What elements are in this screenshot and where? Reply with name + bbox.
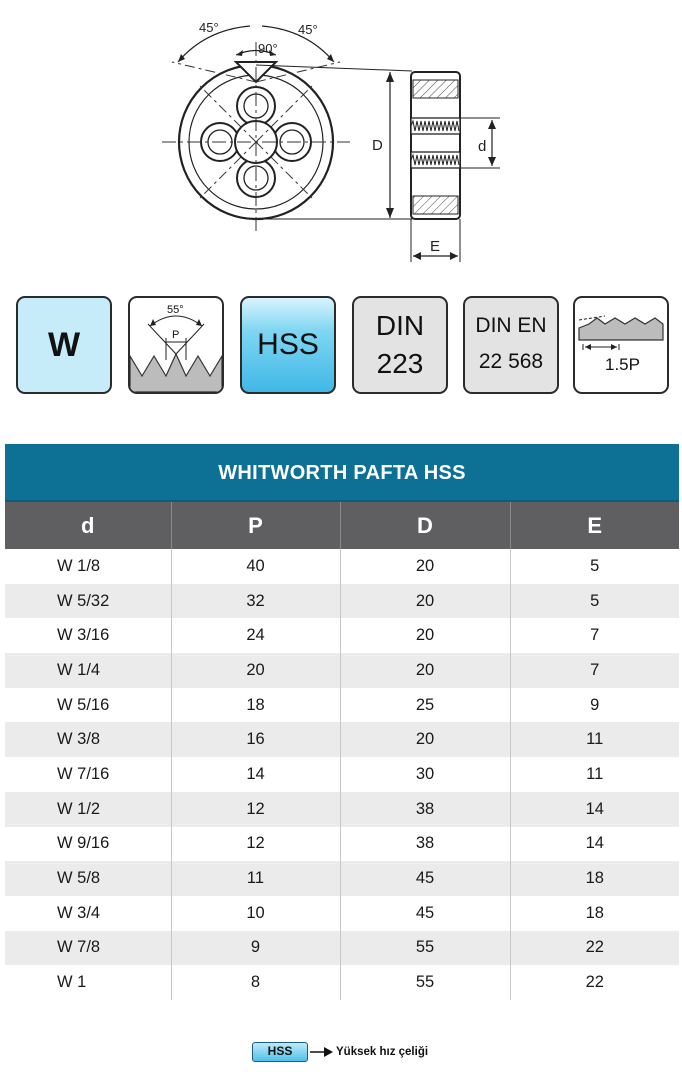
angle-center-label: 90°: [258, 41, 278, 56]
table-cell-d: W 5/16: [5, 688, 171, 723]
table-cell-P: 24: [171, 618, 340, 653]
table-cell-D: 55: [340, 931, 510, 966]
chamfer-label: 1.5P: [605, 355, 640, 374]
table-row: [5, 722, 679, 757]
spec-badges: [0, 296, 682, 398]
table-cell-d: W 1/2: [5, 792, 171, 827]
table-cell-P: 32: [171, 584, 340, 619]
table-row: [5, 549, 679, 584]
table-cell-P: 12: [171, 792, 340, 827]
column-header-P: P: [171, 502, 340, 549]
table-cell-E: 11: [510, 757, 679, 792]
table-cell-P: 9: [171, 931, 340, 966]
table-cell-P: 12: [171, 827, 340, 862]
table-header-row: [5, 502, 679, 549]
table-cell-E: 7: [510, 618, 679, 653]
table-cell-E: 22: [510, 965, 679, 1000]
din-line1: DIN: [375, 310, 425, 341]
din-en-line1: DIN EN: [475, 314, 547, 337]
table-cell-P: 10: [171, 896, 340, 931]
thread-standard-label: W: [47, 326, 81, 364]
table-cell-P: 11: [171, 861, 340, 896]
dim-E-label: E: [430, 238, 441, 255]
thread-angle-label: 55°: [167, 304, 184, 316]
table-cell-E: 18: [510, 861, 679, 896]
dim-d-label: d: [478, 138, 487, 155]
table-cell-D: 30: [340, 757, 510, 792]
pitch-label: P: [172, 329, 180, 341]
table-cell-E: 14: [510, 792, 679, 827]
table-cell-D: 38: [340, 792, 510, 827]
table-row: [5, 688, 679, 723]
table-cell-D: 25: [340, 688, 510, 723]
table-row: [5, 965, 679, 1000]
din-en-standard-badge: [463, 296, 559, 394]
table-cell-P: 14: [171, 757, 340, 792]
column-header-E: E: [510, 502, 679, 549]
column-header-d: d: [5, 502, 171, 549]
table-cell-D: 20: [340, 653, 510, 688]
table-cell-E: 14: [510, 827, 679, 862]
chamfer-badge: [573, 296, 669, 394]
din-line2: 223: [376, 348, 424, 379]
arrow-right-icon: [310, 1042, 334, 1062]
table-cell-d: W 3/8: [5, 722, 171, 757]
table-row: [5, 896, 679, 931]
legend-hss-chip: HSS: [252, 1042, 308, 1062]
table-row: [5, 931, 679, 966]
die-front-view: [162, 20, 350, 235]
table-cell-d: W 5/32: [5, 584, 171, 619]
table-cell-D: 20: [340, 584, 510, 619]
table-cell-E: 9: [510, 688, 679, 723]
table-cell-D: 45: [340, 896, 510, 931]
table-row: [5, 584, 679, 619]
legend-text: Yüksek hız çeliği: [336, 1046, 429, 1058]
table-row: [5, 618, 679, 653]
table-row: [5, 861, 679, 896]
material-badge: [240, 296, 336, 394]
table-cell-D: 45: [340, 861, 510, 896]
din-en-line2: 22 568: [478, 350, 544, 373]
table-cell-P: 16: [171, 722, 340, 757]
chamfer-icon: [575, 298, 667, 392]
table-title: WHITWORTH PAFTA HSS: [5, 444, 679, 502]
material-label: HSS: [257, 328, 319, 361]
din-standard-badge: [352, 296, 448, 394]
table-cell-d: W 1/4: [5, 653, 171, 688]
thread-profile-icon: [130, 298, 222, 392]
table-cell-d: W 3/16: [5, 618, 171, 653]
table-cell-P: 40: [171, 549, 340, 584]
legend: [252, 1042, 428, 1062]
table-cell-E: 11: [510, 722, 679, 757]
table-cell-P: 18: [171, 688, 340, 723]
table-cell-P: 20: [171, 653, 340, 688]
table-cell-E: 22: [510, 931, 679, 966]
angle-left-label: 45°: [199, 20, 219, 35]
table-cell-D: 38: [340, 827, 510, 862]
table-cell-d: W 1: [5, 965, 171, 1000]
table-cell-E: 7: [510, 653, 679, 688]
data-table: [5, 502, 679, 1000]
table-body: [5, 549, 679, 1000]
table-cell-E: 5: [510, 584, 679, 619]
die-side-view: [411, 72, 500, 262]
table-cell-D: 55: [340, 965, 510, 1000]
table-cell-d: W 1/8: [5, 549, 171, 584]
table-row: [5, 827, 679, 862]
thread-profile-badge: [128, 296, 224, 394]
technical-drawing: [0, 0, 682, 275]
table-cell-d: W 7/16: [5, 757, 171, 792]
table-row: [5, 653, 679, 688]
spec-table: [5, 444, 679, 1000]
table-cell-D: 20: [340, 549, 510, 584]
table-cell-d: W 3/4: [5, 896, 171, 931]
thread-standard-badge: [16, 296, 112, 394]
table-cell-E: 18: [510, 896, 679, 931]
table-cell-d: W 7/8: [5, 931, 171, 966]
table-row: [5, 792, 679, 827]
table-cell-d: W 9/16: [5, 827, 171, 862]
table-cell-D: 20: [340, 618, 510, 653]
table-cell-P: 8: [171, 965, 340, 1000]
table-row: [5, 757, 679, 792]
table-cell-d: W 5/8: [5, 861, 171, 896]
table-cell-E: 5: [510, 549, 679, 584]
dim-D-label: D: [372, 137, 383, 154]
column-header-D: D: [340, 502, 510, 549]
table-cell-D: 20: [340, 722, 510, 757]
angle-right-label: 45°: [298, 22, 318, 37]
